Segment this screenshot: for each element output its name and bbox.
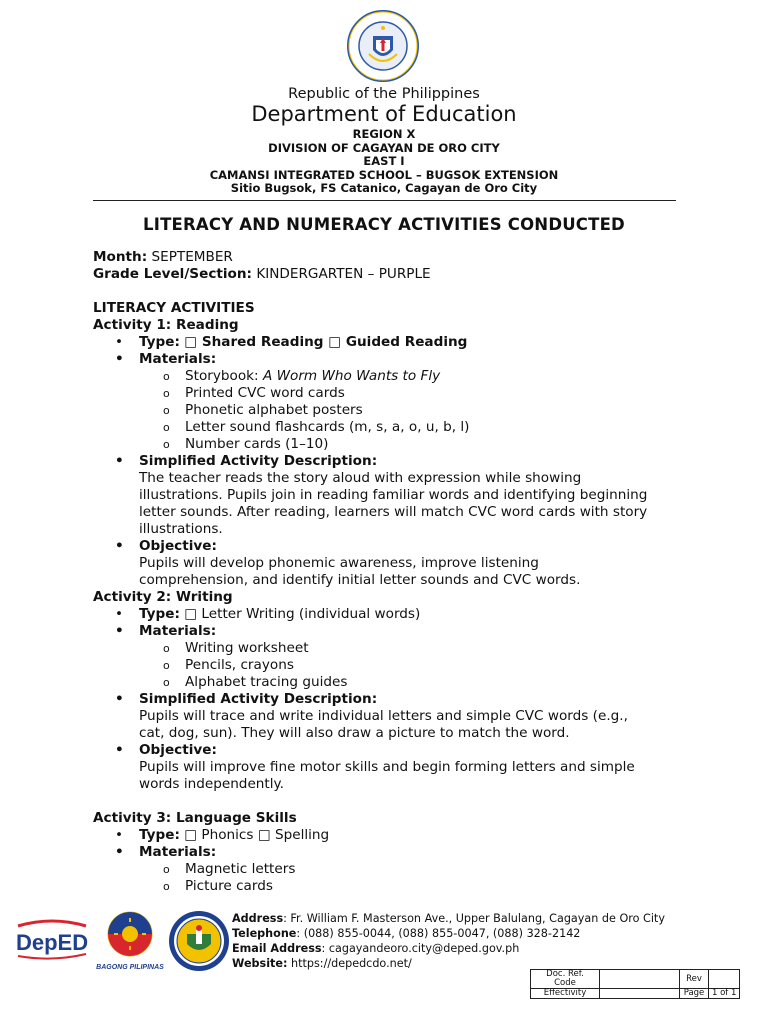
page-value: 1 of 1 (709, 989, 740, 999)
description-text: The teacher reads the story aloud with expression while showing (139, 470, 582, 486)
list-item: o Phonetic alphabet posters (163, 402, 363, 418)
footer-website: Website: https://depedcdo.net/ (232, 957, 412, 970)
list-item: o Letter sound flashcards (m, s, a, o, u, b, l) (163, 419, 470, 435)
list-item: o Printed CVC word cards (163, 385, 345, 401)
type-line: • Type: □ Phonics □ Spelling (115, 827, 330, 843)
type-line: • Type: □ Letter Writing (individual words) (115, 606, 421, 622)
materials-label: • Materials: (115, 623, 217, 639)
objective-label: • Objective: (115, 538, 217, 554)
description-text: letter sounds. After reading, learners will match CVC word cards with story (139, 504, 648, 520)
department-name: Department of Education (251, 102, 517, 126)
circle-bullet-icon: o (163, 370, 170, 383)
circle-bullet-icon: o (163, 438, 170, 451)
list-item: o Alphabet tracing guides (163, 674, 348, 690)
activity-heading: Activity 2: Writing (93, 589, 233, 605)
list-item: o Writing worksheet (163, 640, 309, 656)
circle-bullet-icon: o (163, 880, 170, 893)
list-item: o Storybook: A Worm Who Wants to Fly (163, 368, 441, 384)
section-title: LITERACY ACTIVITIES (93, 300, 255, 316)
bullet-icon: • (115, 742, 124, 758)
objective-label: • Objective: (115, 742, 217, 758)
rev-label: Rev (680, 970, 709, 989)
circle-bullet-icon: o (163, 659, 170, 672)
materials-label: • Materials: (115, 844, 217, 860)
deped-logo (14, 918, 90, 962)
bullet-icon: • (115, 538, 124, 554)
list-item: o Picture cards (163, 878, 273, 894)
bagong-pilipinas-text: BAGONG PILIPINAS (96, 964, 164, 971)
footer-telephone: Telephone: (088) 855-0044, (088) 855-0047, (088) 328-2142 (232, 927, 581, 940)
republic-line: Republic of the Philippines (288, 86, 480, 102)
circle-bullet-icon: o (163, 404, 170, 417)
circle-bullet-icon: o (163, 387, 170, 400)
bullet-icon: • (115, 606, 124, 622)
list-item: o Number cards (1–10) (163, 436, 329, 452)
bullet-icon: • (115, 691, 124, 707)
objective-text: Pupils will develop phonemic awareness, improve listening (139, 555, 539, 571)
document-control-table (530, 969, 740, 999)
bullet-icon: • (115, 351, 124, 367)
activity-heading: Activity 1: Reading (93, 317, 239, 333)
circle-bullet-icon: o (163, 676, 170, 689)
circle-bullet-icon: o (163, 863, 170, 876)
bullet-icon: • (115, 453, 124, 469)
footer-address: Address: Fr. William F. Masterson Ave., Upper Balulang, Cagayan de Oro City (232, 912, 665, 925)
description-text: cat, dog, sun). They will also draw a picture to match the word. (139, 725, 570, 741)
division-line: DIVISION OF CAGAYAN DE ORO CITY (268, 140, 500, 155)
objective-text: words independently. (139, 776, 284, 792)
list-item: o Magnetic letters (163, 861, 296, 877)
description-label: • Simplified Activity Description: (115, 453, 378, 469)
document-body (93, 249, 693, 895)
bullet-icon: • (115, 827, 124, 843)
description-text: Pupils will trace and write individual letters and simple CVC words (e.g., (139, 708, 628, 724)
circle-bullet-icon: o (163, 421, 170, 434)
deped-seal-logo (347, 10, 419, 82)
list-item: o Pencils, crayons (163, 657, 294, 673)
bullet-icon: • (115, 334, 124, 350)
bullet-icon: • (115, 623, 124, 639)
division-seal-logo (168, 910, 230, 972)
page-label: Page (680, 989, 709, 999)
month-line: Month: SEPTEMBER (93, 249, 233, 265)
district-line: EAST I (363, 154, 405, 168)
type-line: • Type: □ Shared Reading □ Guided Reading (115, 334, 468, 350)
deped-logo-text: DepED (16, 930, 89, 955)
description-label: • Simplified Activity Description: (115, 691, 378, 707)
footer-email: Email Address: cagayandeoro.city@deped.gov.ph (232, 942, 520, 955)
activity-heading: Activity 3: Language Skills (93, 810, 297, 826)
region-line: REGION X (352, 127, 416, 141)
bagong-pilipinas-logo (94, 906, 166, 972)
materials-label: • Materials: (115, 351, 217, 367)
doc-ref-label: Doc. Ref. Code (531, 970, 600, 989)
bullet-icon: • (115, 844, 124, 860)
circle-bullet-icon: o (163, 642, 170, 655)
document-title: LITERACY AND NUMERACY ACTIVITIES CONDUCTED (143, 215, 625, 234)
grade-line: Grade Level/Section: KINDERGARTEN – PURPLE (93, 266, 431, 282)
objective-text: Pupils will improve fine motor skills and begin forming letters and simple (139, 759, 635, 775)
description-text: illustrations. (139, 521, 223, 537)
school-line: CAMANSI INTEGRATED SCHOOL – BUGSOK EXTENSION (209, 167, 559, 182)
school-address-line: Sitio Bugsok, FS Catanico, Cagayan de Oro City (230, 181, 538, 195)
objective-text: comprehension, and identify initial letter sounds and CVC words. (139, 572, 581, 588)
header-divider (93, 200, 676, 201)
description-text: illustrations. Pupils join in reading familiar words and identifying beginning (139, 487, 648, 503)
header-address-block (0, 128, 768, 196)
effectivity-label: Effectivity (531, 989, 600, 999)
